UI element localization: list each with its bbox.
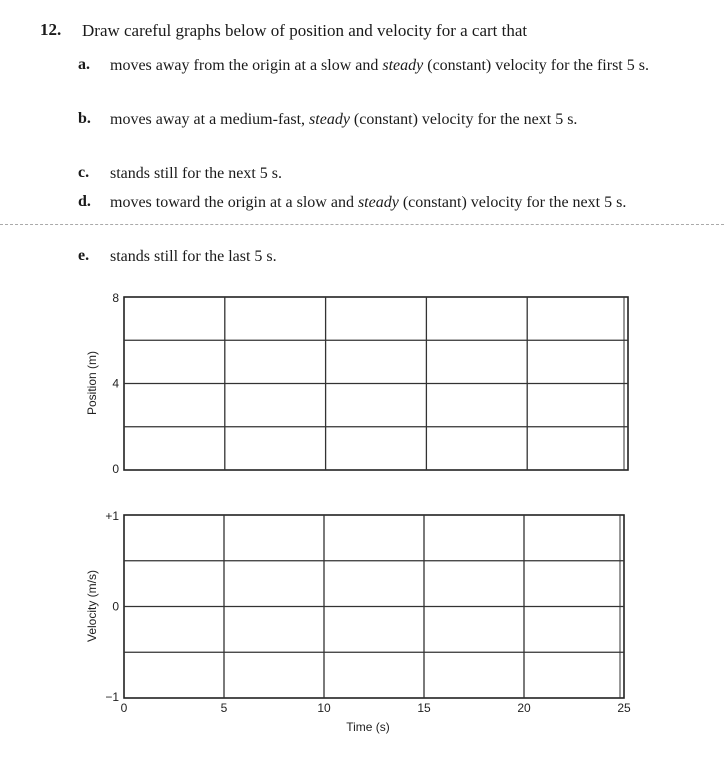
velocity-chart [85, 509, 631, 734]
item-text: moves toward the origin at a slow and steady (constant) velocity for the next 5 s. [110, 194, 627, 211]
item-text: stands still for the last 5 s. [110, 248, 277, 265]
y-tick-label: −1 [105, 690, 119, 704]
question-number: 12. [40, 20, 62, 39]
y-tick-label: 0 [112, 599, 119, 614]
x-tick-label: 0 [120, 701, 128, 715]
position-chart [85, 291, 628, 476]
y-axis-label: Position (m) [85, 350, 99, 416]
question-prompt: Draw careful graphs below of position and velocity for a cart that [82, 21, 528, 40]
item-text: moves away at a medium-fast, steady (constant) velocity for the next 5 s. [110, 111, 578, 128]
x-tick-label: 20 [517, 701, 531, 715]
y-tick-label: 0 [112, 462, 119, 476]
item-letter: a. [78, 56, 90, 73]
x-axis-label: Time (s) [346, 720, 390, 734]
item-letter: b. [78, 110, 91, 127]
y-axis-label: Velocity (m/s) [85, 569, 99, 643]
x-tick-label: 10 [317, 701, 331, 715]
x-tick-label: 15 [417, 701, 431, 715]
y-tick-label: +1 [105, 509, 119, 523]
y-tick-label: 8 [112, 291, 119, 305]
item-letter: c. [78, 164, 90, 181]
item-text: moves away from the origin at a slow and steady (constant) velocity for the first 5 s. [110, 57, 649, 74]
x-tick-label: 25 [617, 701, 631, 715]
x-tick-label: 5 [220, 701, 228, 715]
y-tick-label: 4 [112, 376, 119, 391]
item-text: stands still for the next 5 s. [110, 165, 282, 182]
item-letter: e. [78, 247, 90, 264]
item-letter: d. [78, 193, 91, 210]
